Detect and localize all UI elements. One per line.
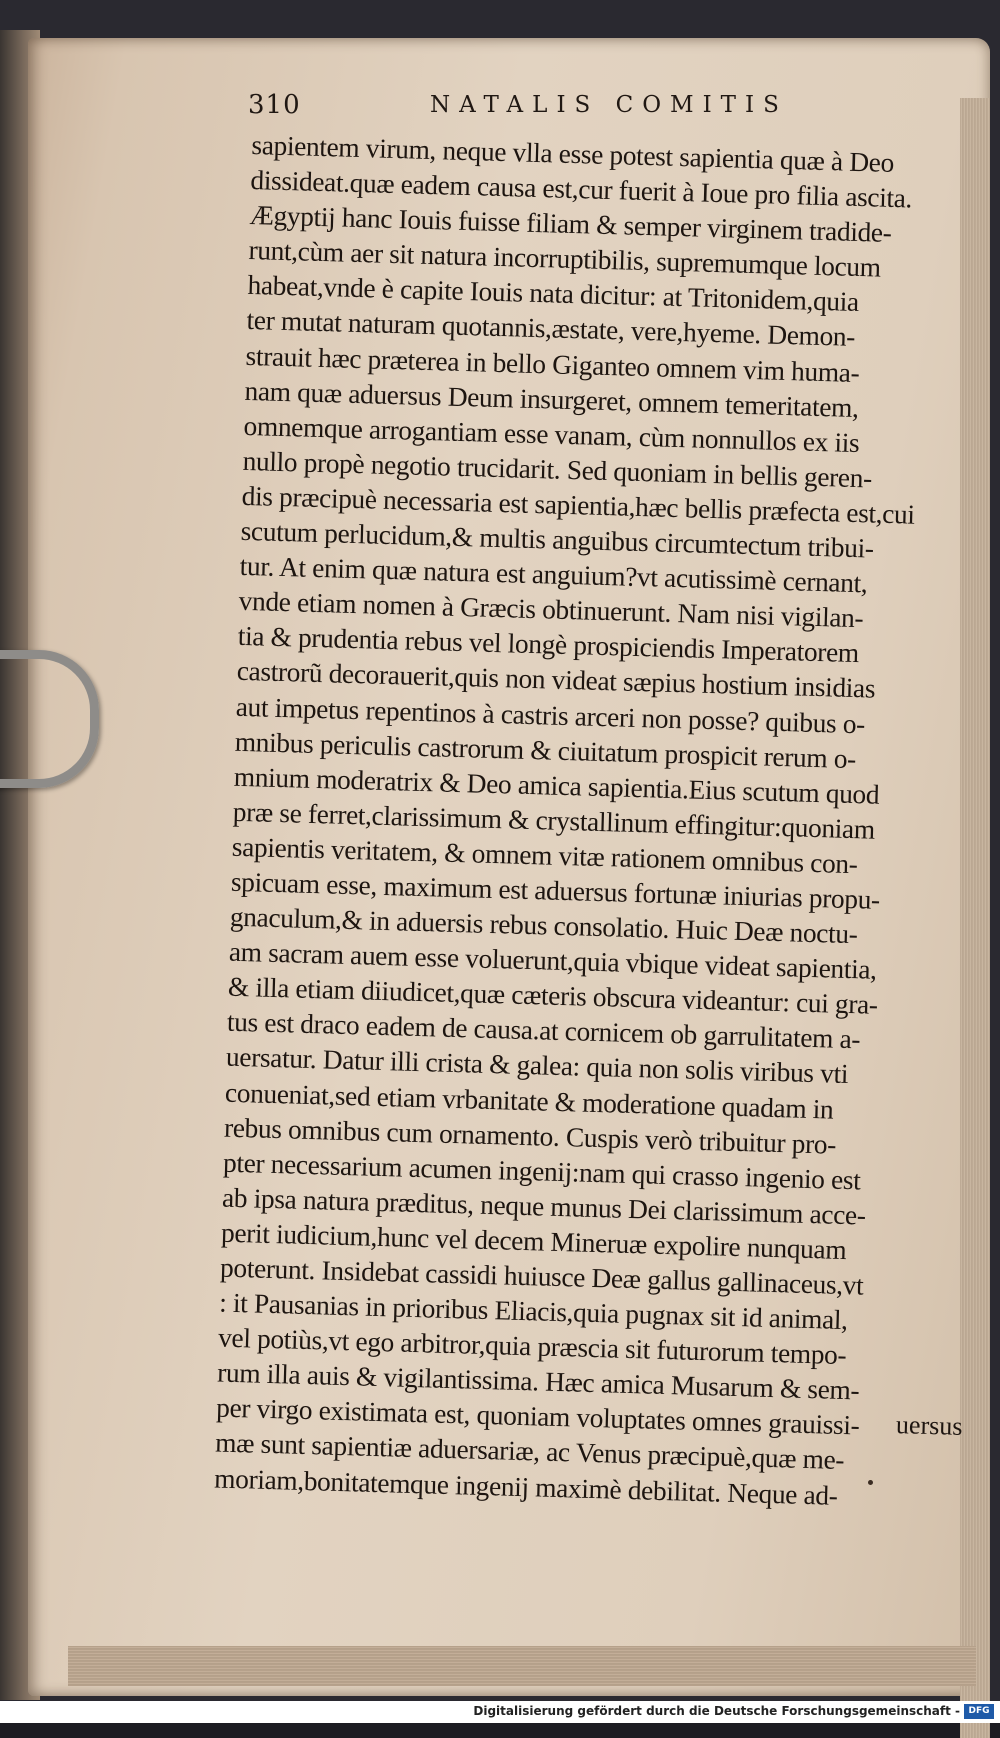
text-line: aut impetus repentinos à castris arceri non posse? quibus o- (235, 691, 866, 739)
text-line: per virgo existimata est, quoniam voluptates omnes grauissi- (215, 1392, 860, 1441)
text-line: spicuam esse, maximum est aduersus fortunæ iniurias propu- (230, 866, 881, 915)
page-stack-right (960, 98, 990, 1738)
text-line: nam quæ aduersus Deum insurgeret, omnem temeritatem, (244, 375, 860, 423)
text-line: vnde etiam nomen à Græcis obtinuerunt. Nam nisi vigilan- (238, 586, 864, 634)
page-stack-bottom (68, 1646, 976, 1686)
text-line: gnaculum,& in aduersis rebus consolatio. Huic Deæ noctu- (229, 901, 858, 950)
text-line: pter necessarium acumen ingenij:nam qui crasso ingenio est (222, 1147, 861, 1196)
text-line: scutum perlucidum,& multis anguibus circumtectum tribui- (240, 515, 875, 564)
page-number: 310 (248, 90, 301, 120)
text-line: runt,cùm aer sit natura incorruptibilis, supremumque locum (248, 235, 882, 283)
text-line: omnemque arrogantiam esse vanam, cùm nonnullos ex iis (243, 410, 860, 458)
text-line: poterunt. Insidebat cassidi huiusce Deæ gallus gallinaceus,vt (219, 1252, 864, 1301)
page-header (0, 90, 1000, 130)
text-line: nullo propè negotio trucidarit. Sed quoniam in bellis geren- (242, 445, 873, 494)
text-line: ab ipsa natura præditus, neque munus Dei clarissimum acce- (221, 1182, 867, 1231)
text-line: sapientem virum, neque vlla esse potest sapientia quæ à Deo (251, 129, 895, 178)
text-line: mæ sunt sapientiæ aduersariæ, ac Venus præcipuè,quæ me- (214, 1427, 845, 1476)
text-line: castrorũ decorauerit,quis non videat sæpius hostium insidias (236, 656, 876, 705)
ink-dot (868, 1480, 873, 1485)
text-line: tus est draco eadem de causa.at cornicem ob garrulitatem a- (226, 1007, 861, 1055)
text-line: uersatur. Datur illi crista & galea: quia non solis viribus vti (225, 1042, 849, 1090)
text-line: præ se ferret,clarissimum & crystallinum effingitur:quoniam (232, 796, 876, 845)
text-line: vel potiùs,vt ego arbitror,quia præscia sit futurorum tempo- (217, 1322, 847, 1371)
text-line: strauit hæc præterea in bello Giganteo omnem vim huma- (245, 340, 860, 388)
text-line: conueniat,sed etiam vrbanitate & moderatione quadam in (224, 1077, 834, 1125)
catchword: uersus (895, 1410, 963, 1441)
text-line: moriam,bonitatemque ingenij maximè debilitat. Neque ad- (213, 1463, 838, 1511)
text-line: : it Pausanias in prioribus Eliacis,quia pugnax sit id animal, (218, 1287, 849, 1336)
text-line: mnium moderatrix & Deo amica sapientia.Eius scutum quod (233, 761, 880, 810)
dfg-logo: DFG (964, 1704, 994, 1719)
text-line: dissideat.quæ eadem causa est,cur fuerit à Ioue pro filia ascita. (250, 165, 913, 214)
page-clip (0, 650, 99, 788)
text-line: ter mutat naturam quotannis,æstate, vere,hyeme. Demon- (246, 305, 856, 353)
text-line: rebus omnibus cum ornamento. Cuspis verò tribuitur pro- (223, 1112, 837, 1160)
running-head: NATALIS COMITIS (430, 92, 788, 118)
digitization-footer (0, 1701, 1000, 1723)
text-line: am sacram auem esse voluerunt,quia vbique videat sapientia, (228, 936, 878, 985)
text-line: tur. At enim quæ natura est anguium?vt acutissimè cernant, (239, 550, 868, 599)
text-line: sapientis veritatem, & omnem vitæ rationem omnibus con- (231, 831, 858, 880)
text-line: dis præcipuè necessaria est sapientia,hæc bellis præfecta est,cui (241, 480, 916, 530)
text-line: habeat,vnde è capite Iouis nata dicitur: at Tritonidem,quia (247, 270, 860, 318)
body-text (214, 128, 952, 1516)
text-line: & illa etiam diiudicet,quæ cæteris obscura videantur: cui gra- (227, 971, 879, 1021)
footer-credit: Digitalisierung gefördert durch die Deutsche Forschungsgemeinschaft - (473, 1704, 960, 1718)
text-line: tia & prudentia rebus vel longè prospiciendis Imperatorem (237, 621, 860, 669)
text-line: rum illa auis & vigilantissima. Hæc amica Musarum & sem- (216, 1357, 860, 1406)
text-line: perit iudicium,hunc vel decem Mineruæ expolire nunquam (220, 1217, 847, 1265)
text-line: Ægyptij hanc Iouis fuisse filiam & semper virginem tradide- (249, 200, 892, 249)
text-line: mnibus periculis castrorum & ciuitatum prospicit rerum o- (234, 726, 857, 774)
